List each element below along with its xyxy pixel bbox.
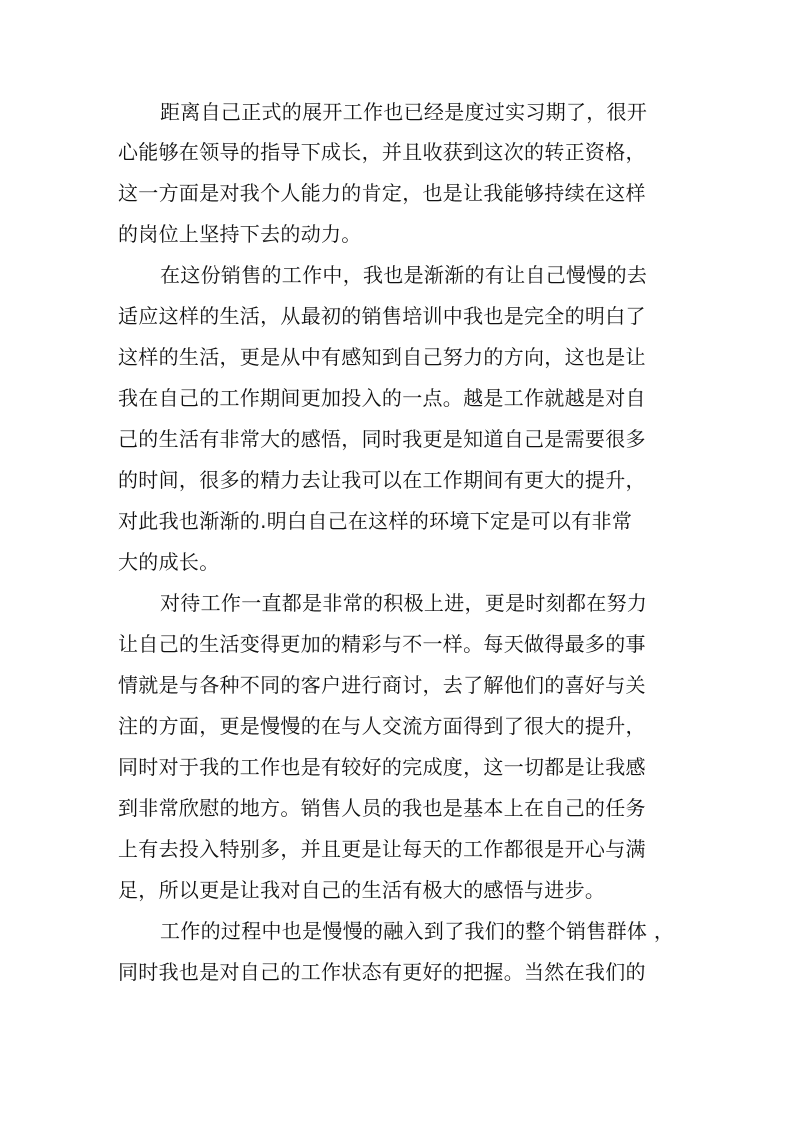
text-line: 同时我也是对自己的工作状态有更好的把握。当然在我们的 bbox=[118, 960, 646, 984]
text-line: 在这份销售的工作中，我也是渐渐的有让自己慢慢的去 bbox=[160, 263, 648, 287]
text-line: 的岗位上坚持下去的动力。 bbox=[118, 222, 362, 246]
text-line: 同时对于我的工作也是有较好的完成度，这一切都是让我感 bbox=[118, 755, 646, 779]
text-line: 对待工作一直都是非常的积极上进，更是时刻都在努力 bbox=[160, 591, 648, 615]
text-line: 这样的生活，更是从中有感知到自己努力的方向，这也是让 bbox=[118, 345, 646, 369]
text-line: 的时间，很多的精力去让我可以在工作期间有更大的提升， bbox=[118, 468, 646, 492]
text-line: 对此我也渐渐的.明白自己在这样的环境下定是可以有非常 bbox=[118, 509, 633, 533]
text-line: 注的方面，更是慢慢的在与人交流方面得到了很大的提升， bbox=[118, 714, 646, 738]
text-line: 让自己的生活变得更加的精彩与不一样。每天做得最多的事 bbox=[118, 632, 646, 656]
text-line: 距离自己正式的展开工作也已经是度过实习期了，很开 bbox=[160, 100, 648, 124]
text-line: 心能够在领导的指导下成长，并且收获到这次的转正资格， bbox=[118, 140, 646, 164]
text-line: 己的生活有非常大的感悟，同时我更是知道自己是需要很多 bbox=[118, 427, 646, 451]
text-line: 适应这样的生活，从最初的销售培训中我也是完全的明白了 bbox=[118, 304, 646, 328]
text-line: 足，所以更是让我对自己的生活有极大的感悟与进步。 bbox=[118, 878, 606, 902]
text-line: 情就是与各种不同的客户进行商讨，去了解他们的喜好与关 bbox=[118, 673, 646, 697]
text-line: 到非常欣慰的地方。销售人员的我也是基本上在自己的任务 bbox=[118, 796, 646, 820]
text-line: 上有去投入特别多，并且更是让每天的工作都很是开心与满 bbox=[118, 837, 646, 861]
text-line: 大的成长。 bbox=[118, 550, 220, 574]
text-line: 工作的过程中也是慢慢的融入到了我们的整个销售群体 ， bbox=[160, 919, 675, 943]
text-line: 我在自己的工作期间更加投入的一点。越是工作就越是对自 bbox=[118, 386, 646, 410]
text-line: 这一方面是对我个人能力的肯定，也是让我能够持续在这样 bbox=[118, 181, 646, 205]
